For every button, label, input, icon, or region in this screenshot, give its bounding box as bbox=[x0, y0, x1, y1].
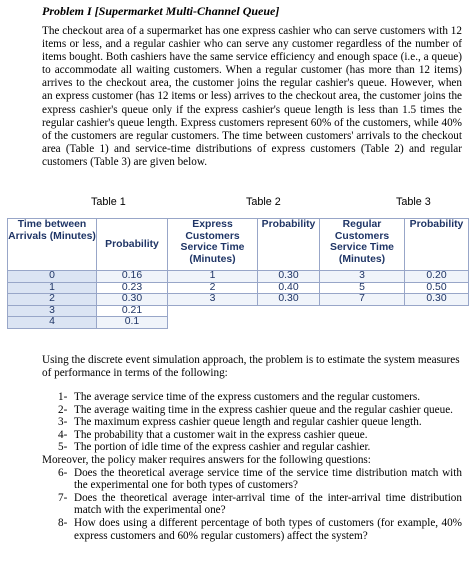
header-probability-regular: Probability bbox=[405, 219, 469, 271]
express-time-cell: 2 bbox=[168, 282, 258, 294]
arrival-time-cell: 4 bbox=[8, 317, 97, 329]
header-time-between-arrivals: Time between Arrivals (Minutes) bbox=[8, 219, 97, 271]
express-time-cell: 1 bbox=[168, 271, 258, 283]
list-item bbox=[42, 429, 462, 442]
table-row bbox=[8, 271, 469, 283]
list-item bbox=[42, 404, 462, 417]
problem-title: Problem I [Supermarket Multi-Channel Queue] bbox=[42, 4, 280, 18]
item-text: The portion of idle time of the express cashier and regular cashier. bbox=[74, 441, 371, 454]
distribution-table bbox=[7, 218, 469, 329]
intro-paragraph: The checkout area of a supermarket has one express cashier who can serve customers with 12 items or less, and a regular cashier who can serve any customer regardless of the number of items bought. Both cashiers have the same service efficiency and enough space (i.e., a queue) to accommodate all waiting customers. When a regular customer (has more than 12 items) arrives to the checkout area, the customer joins the regular cashier's queue. However, when an express customer (has 12 items or less) arrives to the checkout area, the customer joins the express cashier's queue only if the express cashier's queue length is less than 1.5 times the regular cashier's queue length. Express customers represent 60% of the customers, while 40% of the customers are regular customers. The time between customers' arrivals to the checkout area (Table 1) and service-time distributions of express customers (Table 2) and regular customers (Table 3) are given below. bbox=[42, 25, 462, 168]
arrival-time-cell: 3 bbox=[8, 305, 97, 317]
item-text: The average waiting time in the express cashier queue and the regular cashier queue. bbox=[74, 403, 453, 416]
table-1-caption: Table 1 bbox=[91, 196, 126, 208]
list-item bbox=[42, 391, 462, 404]
item-text: Does the theoretical average service time of the service time distribution match with the experimental one for both types of customers? bbox=[74, 466, 462, 492]
regular-probability-cell: 0.20 bbox=[405, 271, 469, 283]
header-probability-arrivals: Probability bbox=[97, 219, 168, 271]
method-text: Using the discrete event simulation approach, the problem is to estimate the system measures of performance in terms of the following: bbox=[42, 354, 460, 380]
table-row bbox=[8, 305, 469, 317]
table-row bbox=[8, 317, 469, 329]
list-item bbox=[42, 492, 462, 517]
item-text: The probability that a customer wait in the express cashier queue. bbox=[74, 428, 368, 441]
item-number: 3- bbox=[58, 416, 68, 429]
header-express-service-time: Express Customers Service Time (Minutes) bbox=[168, 219, 258, 271]
regular-time-cell: 7 bbox=[320, 294, 405, 306]
regular-time-cell: 5 bbox=[320, 282, 405, 294]
list-item bbox=[42, 416, 462, 429]
express-probability-cell: 0.40 bbox=[258, 282, 320, 294]
item-number: 4- bbox=[58, 428, 68, 441]
express-probability-cell: 0.30 bbox=[258, 294, 320, 306]
arrival-time-cell: 1 bbox=[8, 282, 97, 294]
item-number: 2- bbox=[58, 403, 68, 416]
arrival-probability-cell: 0.30 bbox=[97, 294, 168, 306]
list-item bbox=[42, 517, 462, 542]
table-3-caption: Table 3 bbox=[396, 196, 431, 208]
item-number: 6- bbox=[58, 466, 68, 479]
regular-probability-cell: 0.30 bbox=[405, 294, 469, 306]
item-text: The average service time of the express customers and the regular customers. bbox=[74, 391, 421, 403]
arrival-probability-cell: 0.23 bbox=[97, 282, 168, 294]
questions-list bbox=[42, 391, 462, 542]
express-time-cell: 3 bbox=[168, 294, 258, 306]
item-number: 5- bbox=[58, 441, 68, 454]
express-probability-cell: 0.30 bbox=[258, 271, 320, 283]
arrival-probability-cell: 0.1 bbox=[97, 317, 168, 329]
item-number: 7- bbox=[58, 491, 68, 504]
list-item bbox=[42, 441, 462, 454]
item-text: Does the theoretical average inter-arrival time of the inter-arrival time distribution match with the experimental one? bbox=[74, 491, 462, 517]
item-text: The maximum express cashier queue length and regular cashier queue length. bbox=[74, 416, 422, 429]
regular-probability-cell: 0.50 bbox=[405, 282, 469, 294]
item-number: 1- bbox=[58, 391, 68, 403]
table-row bbox=[8, 282, 469, 294]
list-item bbox=[42, 467, 462, 492]
problem-description bbox=[42, 25, 462, 169]
arrival-time-cell: 0 bbox=[8, 271, 97, 283]
arrival-time-cell: 2 bbox=[8, 294, 97, 306]
table-2-caption: Table 2 bbox=[246, 196, 281, 208]
table-row bbox=[8, 294, 469, 306]
policy-text: Moreover, the policy maker requires answers for the following questions: bbox=[42, 453, 371, 466]
regular-time-cell: 3 bbox=[320, 271, 405, 283]
item-text: How does using a different percentage of both types of customers (for example, 40% express customers and 60% regular customers) affect the system? bbox=[74, 516, 462, 542]
arrival-probability-cell: 0.21 bbox=[97, 305, 168, 317]
header-regular-service-time: Regular Customers Service Time (Minutes) bbox=[320, 219, 405, 271]
item-number: 8- bbox=[58, 516, 68, 529]
arrival-probability-cell: 0.16 bbox=[97, 271, 168, 283]
header-probability-express: Probability bbox=[258, 219, 320, 271]
